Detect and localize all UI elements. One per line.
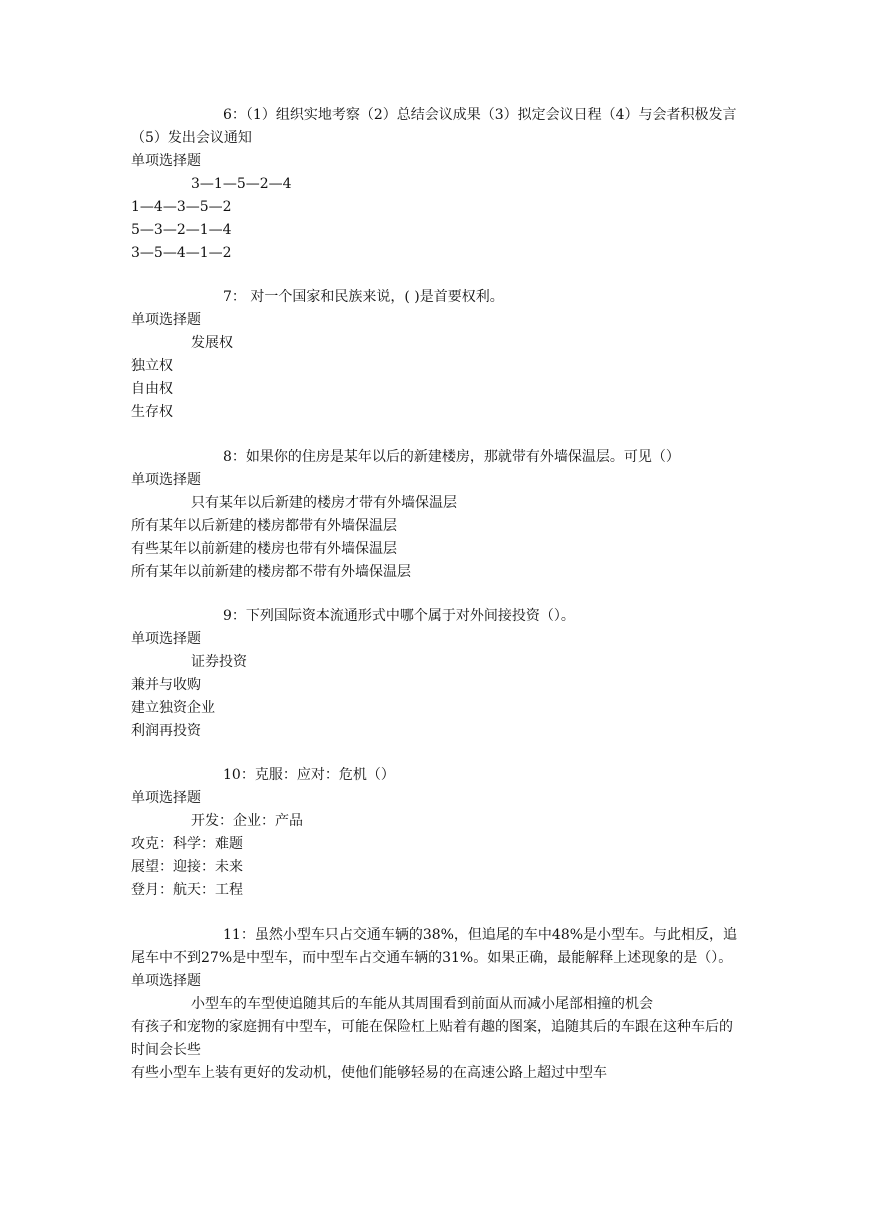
question-stem: 6：（1）组织实地考察（2）总结会议成果（3）拟定会议日程（4）与会者积极发言（5）发出会议通知 — [131, 107, 737, 146]
option-c: 有些某年以前新建的楼房也带有外墙保温层 — [131, 541, 397, 557]
question-type: 单项选择题 — [131, 631, 201, 647]
option-b: 独立权 — [131, 358, 173, 374]
option-d: 登月：航天：工程 — [131, 882, 243, 898]
question-stem: 7： 对一个国家和民族来说，( )是首要权利。 — [223, 289, 504, 305]
option-b: 攻克：科学：难题 — [131, 836, 243, 852]
option-c: 自由权 — [131, 381, 173, 397]
option-b: 兼并与收购 — [131, 677, 201, 693]
question-8 — [131, 446, 741, 584]
option-a: 开发：企业：产品 — [191, 813, 303, 829]
question-stem: 9：下列国际资本流通形式中哪个属于对外间接投资（）。 — [223, 608, 575, 624]
option-d: 3—5—4—1—2 — [131, 245, 232, 261]
option-d: 利润再投资 — [131, 723, 201, 739]
question-type: 单项选择题 — [131, 472, 201, 488]
option-c: 有些小型车上装有更好的发动机，使他们能够轻易的在高速公路上超过中型车 — [131, 1065, 607, 1081]
option-c: 展望：迎接：未来 — [131, 859, 243, 875]
question-stem: 10：克服：应对：危机（） — [223, 767, 395, 783]
question-11 — [131, 924, 741, 1085]
option-a: 证券投资 — [191, 654, 247, 670]
option-d: 所有某年以前新建的楼房都不带有外墙保温层 — [131, 564, 411, 580]
question-type: 单项选择题 — [131, 312, 201, 328]
option-b: 有孩子和宠物的家庭拥有中型车，可能在保险杠上贴着有趣的图案，追随其后的车跟在这种车后的时间会长些 — [131, 1019, 733, 1058]
option-a: 只有某年以后新建的楼房才带有外墙保温层 — [191, 495, 457, 511]
question-type: 单项选择题 — [131, 153, 201, 169]
option-a: 3—1—5—2—4 — [191, 176, 292, 192]
question-type: 单项选择题 — [131, 973, 201, 989]
option-b: 所有某年以后新建的楼房都带有外墙保温层 — [131, 518, 397, 534]
question-6 — [131, 104, 741, 265]
question-stem: 8：如果你的住房是某年以后的新建楼房，那就带有外墙保温层。可见（） — [223, 449, 680, 465]
option-b: 1—4—3—5—2 — [131, 199, 232, 215]
option-c: 5—3—2—1—4 — [131, 222, 232, 238]
option-a: 小型车的车型使追随其后的车能从其周围看到前面从而减小尾部相撞的机会 — [191, 996, 653, 1012]
option-a: 发展权 — [191, 335, 233, 351]
question-10 — [131, 764, 741, 902]
question-7 — [131, 286, 741, 424]
option-c: 建立独资企业 — [131, 700, 215, 716]
question-type: 单项选择题 — [131, 790, 201, 806]
option-d: 生存权 — [131, 404, 173, 420]
question-stem: 11：虽然小型车只占交通车辆的38%，但追尾的车中48%是小型车。与此相反，追尾车中不到27%是中型车，而中型车占交通车辆的31%。如果正确，最能解释上述现象的是（）。 — [131, 927, 738, 966]
question-9 — [131, 605, 741, 743]
